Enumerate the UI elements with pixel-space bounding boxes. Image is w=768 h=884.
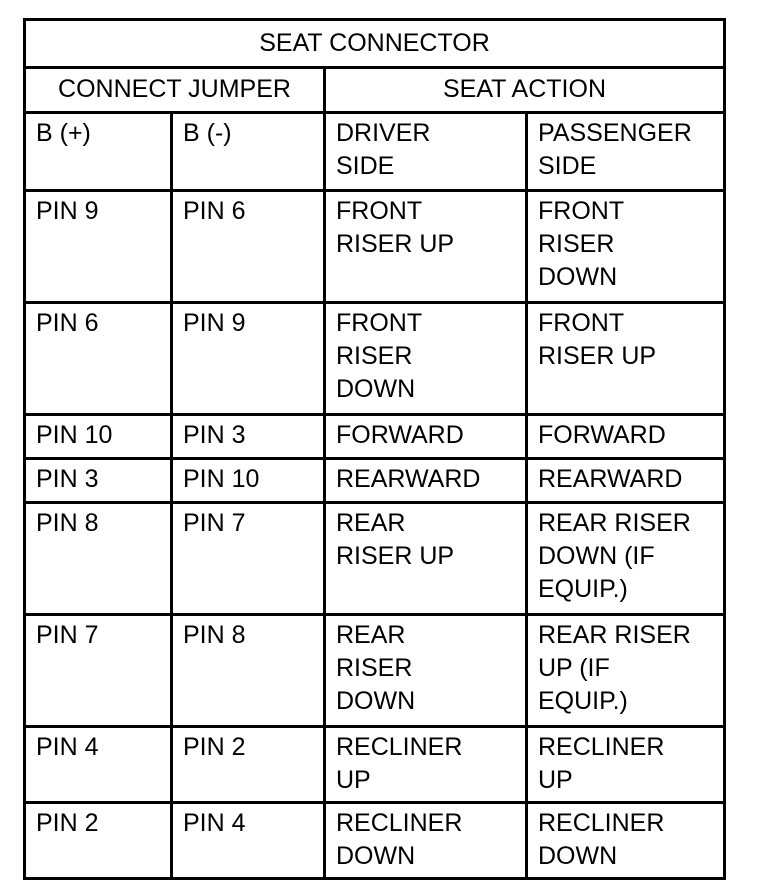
table-row bbox=[25, 503, 725, 615]
table-title: SEAT CONNECTOR bbox=[25, 20, 725, 68]
table-title-row bbox=[25, 20, 725, 68]
driver-action-cell: REAR RISER DOWN bbox=[325, 615, 527, 727]
b-minus-cell: PIN 6 bbox=[172, 191, 325, 303]
driver-action-cell: FORWARD bbox=[325, 415, 527, 459]
b-minus-cell: PIN 4 bbox=[172, 803, 325, 879]
driver-action-cell: FRONT RISER DOWN bbox=[325, 303, 527, 415]
b-plus-cell: PIN 4 bbox=[25, 727, 172, 803]
seat-connector-table bbox=[23, 18, 726, 880]
b-plus-header: B (+) bbox=[25, 113, 172, 191]
column-header-row bbox=[25, 113, 725, 191]
passenger-action-cell: RECLINER DOWN bbox=[527, 803, 725, 879]
connect-jumper-header: CONNECT JUMPER bbox=[25, 68, 325, 113]
passenger-action-cell: REAR RISER UP (IF EQUIP.) bbox=[527, 615, 725, 727]
group-header-row bbox=[25, 68, 725, 113]
b-minus-cell: PIN 3 bbox=[172, 415, 325, 459]
table-row bbox=[25, 191, 725, 303]
seat-action-header: SEAT ACTION bbox=[325, 68, 725, 113]
driver-action-cell: REAR RISER UP bbox=[325, 503, 527, 615]
driver-action-cell: RECLINER UP bbox=[325, 727, 527, 803]
passenger-action-cell: REARWARD bbox=[527, 459, 725, 503]
passenger-action-cell: FORWARD bbox=[527, 415, 725, 459]
driver-side-header: DRIVER SIDE bbox=[325, 113, 527, 191]
passenger-action-cell: FRONT RISER UP bbox=[527, 303, 725, 415]
b-minus-cell: PIN 2 bbox=[172, 727, 325, 803]
b-plus-cell: PIN 3 bbox=[25, 459, 172, 503]
driver-action-cell: FRONT RISER UP bbox=[325, 191, 527, 303]
b-plus-cell: PIN 6 bbox=[25, 303, 172, 415]
b-minus-cell: PIN 9 bbox=[172, 303, 325, 415]
table-row bbox=[25, 727, 725, 803]
b-minus-header: B (-) bbox=[172, 113, 325, 191]
b-minus-cell: PIN 10 bbox=[172, 459, 325, 503]
table-row bbox=[25, 415, 725, 459]
passenger-action-cell: RECLINER UP bbox=[527, 727, 725, 803]
b-plus-cell: PIN 10 bbox=[25, 415, 172, 459]
driver-action-cell: REARWARD bbox=[325, 459, 527, 503]
b-plus-cell: PIN 8 bbox=[25, 503, 172, 615]
passenger-side-header: PASSENGER SIDE bbox=[527, 113, 725, 191]
driver-action-cell: RECLINER DOWN bbox=[325, 803, 527, 879]
b-plus-cell: PIN 9 bbox=[25, 191, 172, 303]
table-row bbox=[25, 303, 725, 415]
b-plus-cell: PIN 2 bbox=[25, 803, 172, 879]
table-row bbox=[25, 459, 725, 503]
passenger-action-cell: REAR RISER DOWN (IF EQUIP.) bbox=[527, 503, 725, 615]
b-plus-cell: PIN 7 bbox=[25, 615, 172, 727]
passenger-action-cell: FRONT RISER DOWN bbox=[527, 191, 725, 303]
table-row bbox=[25, 803, 725, 879]
b-minus-cell: PIN 8 bbox=[172, 615, 325, 727]
table-row bbox=[25, 615, 725, 727]
b-minus-cell: PIN 7 bbox=[172, 503, 325, 615]
